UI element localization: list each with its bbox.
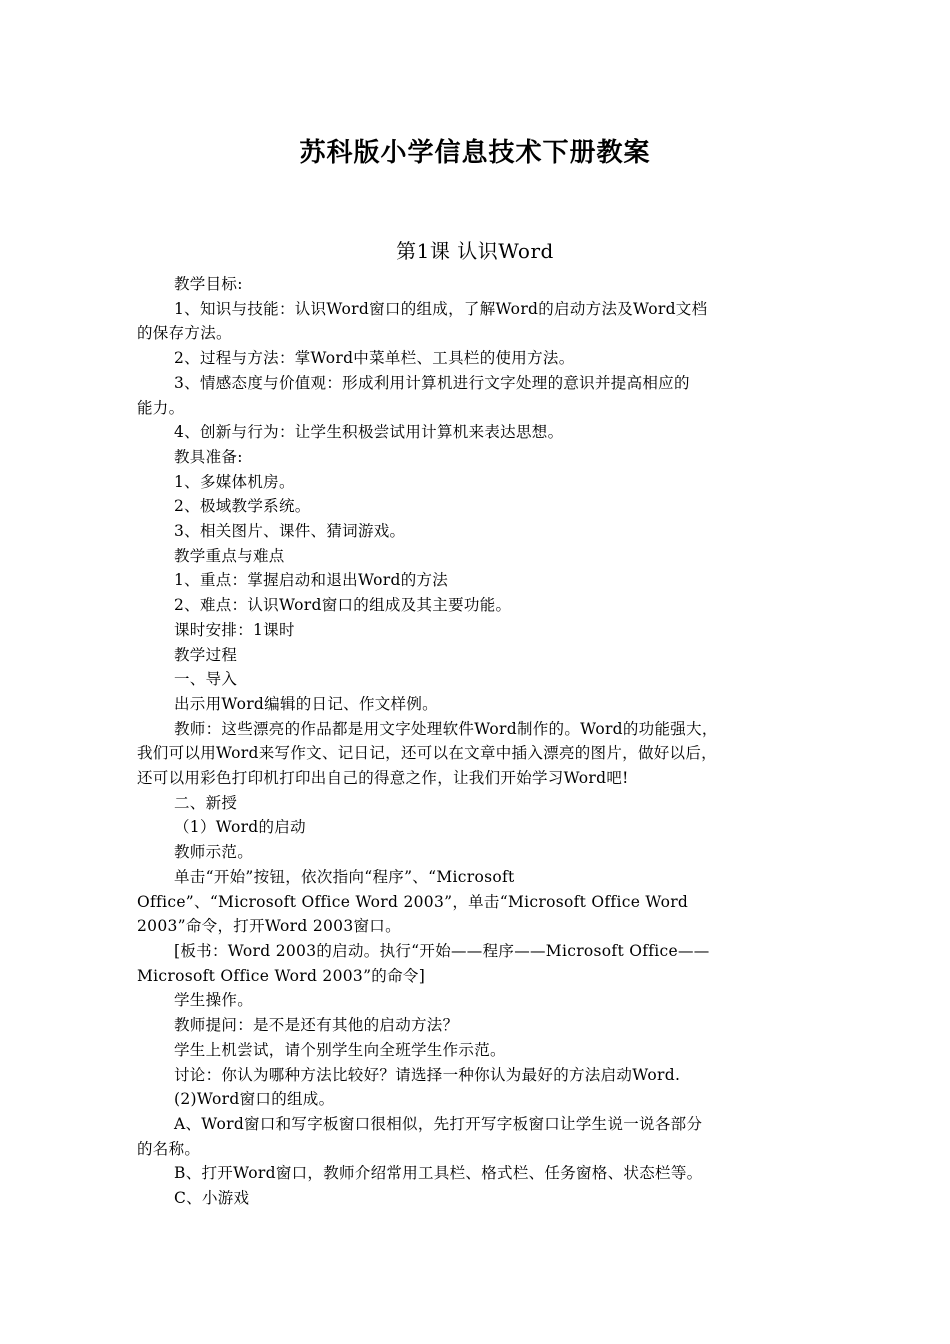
paragraph-line: B、打开Word窗口，教师介绍常用工具栏、格式栏、任务窗格、状态栏等。	[174, 1164, 703, 1183]
paragraph-line: 学生上机尝试，请个别学生向全班学生作示范。	[174, 1040, 506, 1059]
paragraph-line: 我们可以用Word来写作文、记日记，还可以在文章中插入漂亮的图片，做好以后，	[137, 744, 717, 763]
paragraph-line: 课时安排：1课时	[174, 620, 295, 639]
paragraph-line: 2、极域教学系统。	[174, 497, 311, 516]
paragraph-line: [板书：Word 2003的启动。执行“开始——程序——Microsoft Office——	[174, 941, 710, 960]
paragraph-line: Microsoft Office Word 2003”的命令]	[137, 966, 426, 985]
paragraph-line: 3、相关图片、课件、猜词游戏。	[174, 522, 406, 541]
document-body	[137, 272, 827, 1211]
paragraph-line: 教师提问：是不是还有其他的启动方法？	[174, 1016, 459, 1035]
paragraph-line: 1、多媒体机房。	[174, 472, 295, 491]
paragraph-line: 还可以用彩色打印机打印出自己的得意之作，让我们开始学习Word吧!	[137, 769, 629, 788]
paragraph-line: 2003”命令，打开Word 2003窗口。	[137, 917, 401, 936]
paragraph-line: 教具准备:	[174, 447, 243, 466]
paragraph-line: Office”、“Microsoft Office Word 2003”，单击“Microsoft Office Word	[137, 892, 689, 911]
paragraph-line: 2、过程与方法：掌Word中菜单栏、工具栏的使用方法。	[174, 349, 575, 368]
paragraph-line: 1、知识与技能：认识Word窗口的组成，了解Word的启动方法及Word文档	[174, 299, 708, 318]
paragraph-line: 单击“开始”按钮，依次指向“程序”、“Microsoft	[174, 867, 515, 886]
paragraph-line: 4、创新与行为：让学生积极尝试用计算机来表达思想。	[174, 423, 564, 442]
paragraph-line: 一、导入	[174, 670, 238, 689]
paragraph-line: 2、难点：认识Word窗口的组成及其主要功能。	[174, 596, 512, 615]
paragraph-line: 教学目标:	[174, 275, 243, 293]
paragraph-line: 学生操作。	[174, 991, 254, 1010]
paragraph-line: 1、重点：掌握启动和退出Word的方法	[174, 571, 449, 590]
paragraph-line: 教师示范。	[174, 843, 254, 862]
paragraph-line: 教师：这些漂亮的作品都是用文字处理软件Word制作的。Word的功能强大，	[174, 719, 718, 738]
paragraph-line: 出示用Word编辑的日记、作文样例。	[174, 694, 438, 713]
paragraph-line: 的名称。	[137, 1139, 201, 1158]
paragraph-line: C、小游戏	[174, 1189, 250, 1208]
paragraph-line: 讨论：你认为哪种方法比较好？请选择一种你认为最好的方法启动Word.	[174, 1065, 681, 1084]
paragraph-line: (2)Word窗口的组成。	[174, 1090, 335, 1109]
paragraph-line: 教学过程	[174, 645, 238, 664]
paragraph-line: 教学重点与难点	[174, 546, 285, 565]
lesson-title: 第1课 认识Word	[396, 239, 554, 263]
document-title: 苏科版小学信息技术下册教案	[299, 138, 651, 168]
paragraph-line: （1）Word的启动	[174, 818, 306, 837]
paragraph-line: 能力。	[137, 398, 185, 417]
paragraph-line: 二、新授	[174, 793, 238, 812]
paragraph-line: 3、情感态度与价值观：形成利用计算机进行文字处理的意识并提高相应的	[174, 373, 690, 392]
paragraph-line: 的保存方法。	[137, 324, 232, 343]
paragraph-line: A、Word窗口和写字板窗口很相似，先打开写字板窗口让学生说一说各部分	[174, 1114, 703, 1133]
